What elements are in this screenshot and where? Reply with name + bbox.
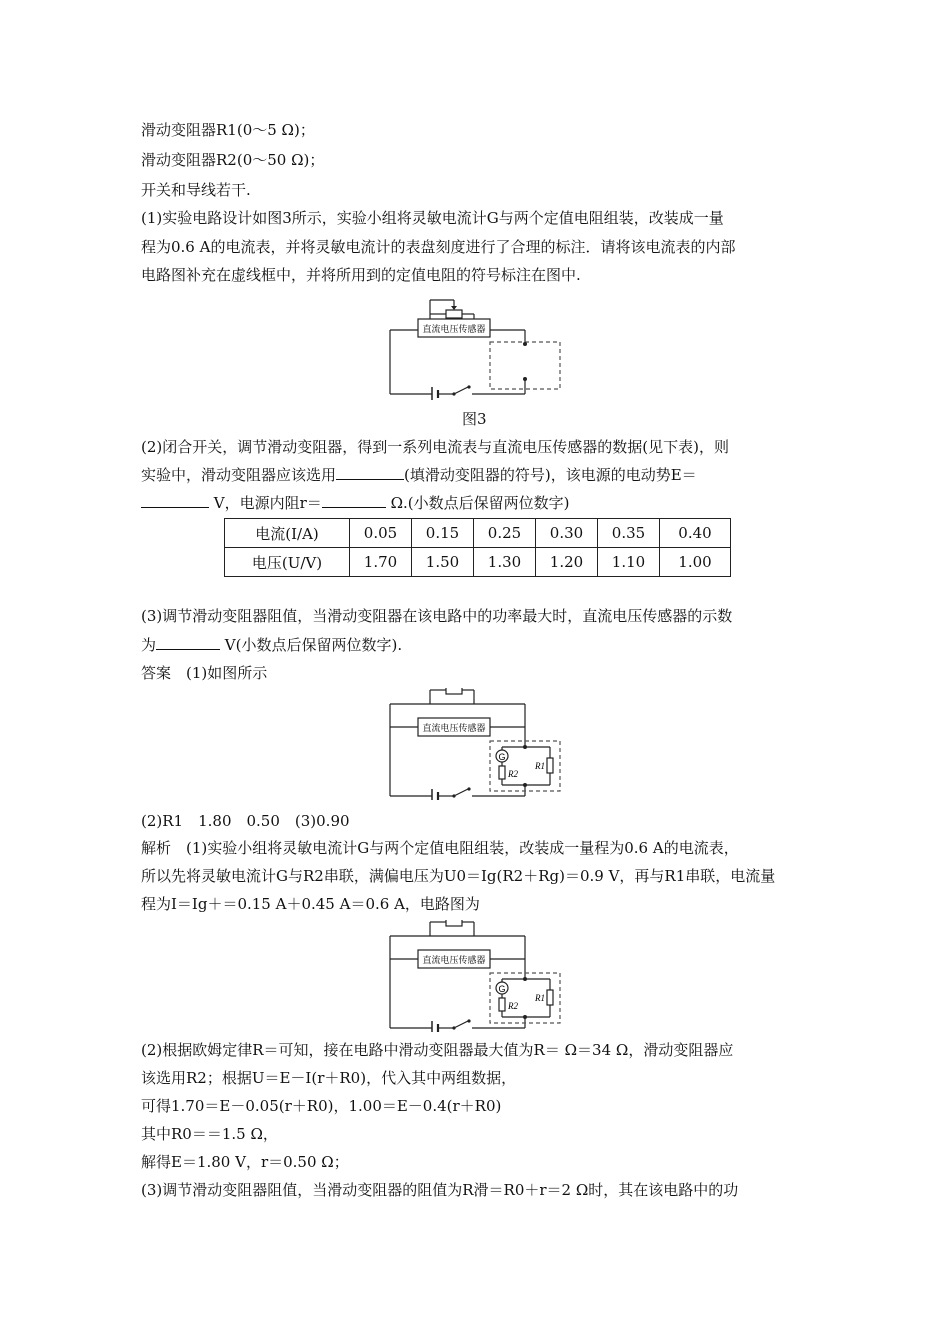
table-cell: 1.30 — [474, 548, 536, 577]
table-cell: 1.00 — [660, 548, 731, 577]
text-line-12: 答案 (1)如图所示 — [141, 664, 268, 682]
table-cell: 1.10 — [598, 548, 660, 577]
table-cell: 0.15 — [412, 519, 474, 548]
sensor-label: 直流电压传感器 — [422, 324, 486, 334]
text-line-19: 可得1.70＝E－0.05(r＋R0)，1.00＝E－0.4(r＋R0) — [141, 1097, 502, 1115]
sensor-label: 直流电压传感器 — [422, 955, 486, 965]
text-line-1: 滑动变阻器R1(0～5 Ω)； — [141, 121, 315, 139]
text-line-2: 滑动变阻器R2(0～50 Ω)； — [141, 151, 325, 169]
table-cell: 1.20 — [536, 548, 598, 577]
text-line-10: (3)调节滑动变阻器阻值，当滑动变阻器在该电路中的功率最大时，直流电压传感器的示数 — [141, 607, 733, 625]
circuit-figure-3 — [380, 292, 570, 400]
sensor-label: 直流电压传感器 — [422, 723, 486, 733]
text-line-18: 该选用R2；根据U＝E－I(r＋R0)，代入其中两组数据， — [141, 1069, 517, 1087]
answer-blank-rheostat — [336, 465, 404, 480]
table-cell: 0.35 — [598, 519, 660, 548]
r1-label: R1 — [535, 761, 545, 771]
circuit-solution-figure — [380, 920, 570, 1032]
figure-caption: 图3 — [462, 410, 487, 428]
text-line-11 — [141, 635, 402, 655]
answer-blank-emf — [141, 493, 209, 508]
data-table — [224, 518, 731, 577]
table-header-current: 电流(I/A) — [225, 519, 350, 548]
table-header-voltage: 电压(U/V) — [225, 548, 350, 577]
text-line-3: 开关和导线若干. — [141, 181, 251, 199]
galvanometer-label: G — [498, 984, 506, 994]
text-line-17: (2)根据欧姆定律R＝可知，接在电路中滑动变阻器最大值为R＝ Ω＝34 Ω，滑动变阻器应 — [141, 1041, 734, 1059]
text-line-11-end: V(小数点后保留两位数字). — [224, 636, 403, 654]
text-line-8-end: (填滑动变阻器的符号)，该电源的电动势E＝ — [404, 466, 697, 484]
text-line-21: 解得E＝1.80 V，r＝0.50 Ω； — [141, 1153, 349, 1171]
table-cell: 0.40 — [660, 519, 731, 548]
r1-label: R1 — [535, 993, 545, 1003]
table-cell: 0.05 — [350, 519, 412, 548]
text-line-6: 电路图补充在虚线框中，并将所用到的定值电阻的符号标注在图中. — [141, 266, 581, 284]
table-row-voltage — [225, 548, 731, 577]
table-cell: 1.50 — [412, 548, 474, 577]
galvanometer-label: G — [498, 752, 506, 762]
text-line-14: 解析 (1)实验小组将灵敏电流计G与两个定值电阻组装，改装成一量程为0.6 A的电流表， — [141, 839, 739, 857]
text-line-9-end: Ω.(小数点后保留两位数字) — [390, 494, 570, 512]
table-cell: 0.25 — [474, 519, 536, 548]
text-line-20: 其中R0＝＝1.5 Ω， — [141, 1125, 278, 1143]
text-line-9-start: V，电源内阻r＝ — [213, 494, 322, 512]
circuit-answer-figure — [380, 688, 570, 800]
text-line-7: (2)闭合开关，调节滑动变阻器，得到一系列电流表与直流电压传感器的数据(见下表)，则 — [141, 438, 729, 456]
text-line-5: 程为0.6 A的电流表，并将灵敏电流计的表盘刻度进行了合理的标注．请将该电流表的内部 — [141, 238, 736, 256]
table-cell: 1.70 — [350, 548, 412, 577]
text-line-4: (1)实验电路设计如图3所示，实验小组将灵敏电流计G与两个定值电阻组装，改装成一量 — [141, 209, 724, 227]
text-line-9 — [141, 493, 570, 513]
text-line-13: (2)R1 1.80 0.50 (3)0.90 — [141, 812, 350, 830]
table-cell: 0.30 — [536, 519, 598, 548]
text-line-11-start: 为 — [141, 636, 157, 654]
answer-blank-voltage — [156, 635, 220, 650]
text-line-8 — [141, 465, 697, 485]
text-line-8-start: 实验中，滑动变阻器应该选用 — [141, 466, 337, 484]
r2-label: R2 — [508, 1001, 518, 1011]
text-line-16: 程为I＝Ig＋＝0.15 A＋0.45 A＝0.6 A，电路图为 — [141, 895, 480, 913]
text-line-15: 所以先将灵敏电流计G与R2串联，满偏电压为U0＝Ig(R2＋Rg)＝0.9 V，再与R1串联，电流量 — [141, 867, 776, 885]
answer-blank-resistance — [322, 493, 386, 508]
r2-label: R2 — [508, 769, 518, 779]
table-row-current — [225, 519, 731, 548]
text-line-22: (3)调节滑动变阻器阻值，当滑动变阻器的阻值为R滑＝R0＋r＝2 Ω时，其在该电路中的功 — [141, 1181, 739, 1199]
